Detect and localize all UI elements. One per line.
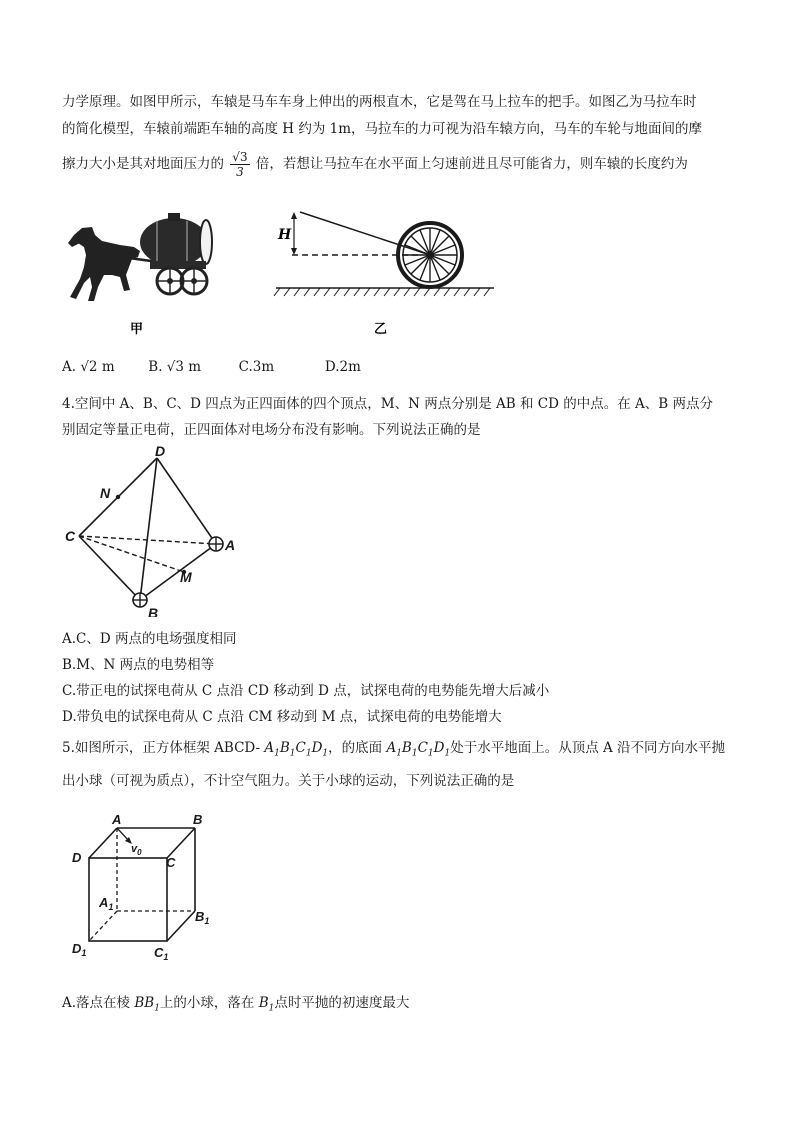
cube-bottom-face: $A_1B_1C_1D_1$ — [386, 740, 451, 759]
q5-option-a-part3: 点时平抛的初速度最大 — [274, 995, 410, 1011]
point-B1: $B_1$ — [258, 995, 275, 1014]
point-M-label: M — [180, 569, 192, 585]
sqrt3-over-3-fraction — [230, 150, 249, 179]
cube-vertex-D-label: D — [72, 850, 82, 865]
cube-vertex-C-label: C — [166, 855, 176, 870]
q5-stem-line-1 — [62, 736, 725, 759]
cube-vertex-B1-label: $B_1$ — [195, 909, 210, 926]
edge-BB1: $BB_1$ — [134, 995, 160, 1014]
figure-jia-label: 甲 — [130, 322, 144, 337]
cube-vertex-C1-label: $C_1$ — [154, 945, 169, 962]
q3-line-1: 力学原理。如图甲所示，车辕是马车车身上伸出的两根直木，它是驾在马上拉车的把手。如图乙为马拉车时 — [62, 94, 697, 110]
q4-stem-line-2: 别固定等量正电荷，正四面体对电场分布没有影响。下列说法正确的是 — [62, 422, 481, 438]
q3-line-3 — [62, 150, 688, 179]
q4-stem-line-1: 4.空间中 A、B、C、D 四点为正四面体的四个顶点，M、N 两点分别是 AB 和 CD 的中点。在 A、B 两点分 — [62, 396, 713, 412]
tetrahedron-figure — [62, 442, 247, 617]
q5-option-a-part1: A.落点在棱 — [62, 995, 135, 1011]
q5-option-a — [62, 991, 409, 1014]
q3-line-3-after: 倍，若想让马拉车在水平面上匀速前进且尽可能省力，则车辕的长度约为 — [255, 156, 688, 172]
height-H-label: H — [278, 227, 292, 243]
cube-vertex-A1-label: $A_1$ — [99, 895, 114, 912]
q5-stem-a: 5.如图所示，正方体框架 ABCD- — [62, 740, 265, 756]
q5-stem-c: 处于水平地面上。从顶点 A 沿不同方向水平抛 — [450, 740, 726, 756]
cube-vertex-A-label: A — [112, 812, 122, 827]
cube-top-vertices: $A_1B_1C_1D_1$ — [264, 740, 329, 759]
q5-option-a-part2: 上的小球，落在 — [159, 995, 259, 1011]
cube-vertex-D1-label: $D_1$ — [72, 941, 87, 958]
horse-cart-figure — [62, 195, 222, 345]
q4-option-d: D.带负电的试探电荷从 C 点沿 CM 移动到 M 点，试探电荷的电势能增大 — [62, 709, 502, 725]
q3-line-2: 的简化模型，车辕前端距车轴的高度 H 约为 1m，马拉车的力可视为沿车辕方向，马车的车轮与地面间的摩 — [62, 121, 703, 137]
vertex-B-label: B — [148, 605, 159, 617]
initial-velocity-v0-label: $v_0$ — [131, 843, 142, 857]
vertex-D-label: D — [155, 443, 166, 459]
q5-stem-line-2: 出小球（可视为质点），不计空气阻力。关于小球的运动，下列说法正确的是 — [62, 773, 515, 789]
q4-option-a: A.C、D 两点的电场强度相同 — [62, 631, 237, 647]
q3-options — [62, 359, 361, 375]
option-a: A. √2 m — [62, 359, 115, 375]
cube-vertex-B-label: B — [193, 812, 203, 827]
vertex-A-label: A — [225, 537, 236, 553]
vertex-C-label: C — [65, 528, 76, 544]
option-c: C.3m — [238, 359, 275, 375]
q5-stem-b: ，的底面 — [328, 740, 387, 756]
cube-figure — [62, 810, 222, 970]
q4-option-c: C.带正电的试探电荷从 C 点沿 CD 移动到 D 点，试探电荷的电势能先增大后减小 — [62, 683, 550, 699]
option-d: D.2m — [324, 359, 361, 375]
figure-yi-label: 乙 — [374, 322, 388, 337]
cart-model-figure — [272, 195, 497, 345]
fraction-denominator: 3 — [236, 165, 244, 179]
option-b: B. √3 m — [148, 359, 202, 375]
point-N-label: N — [100, 485, 111, 501]
fraction-numerator: √3 — [232, 150, 248, 164]
q3-line-3-before: 擦力大小是其对地面压力的 — [62, 156, 224, 172]
q4-option-b: B.M、N 两点的电势相等 — [62, 657, 215, 673]
